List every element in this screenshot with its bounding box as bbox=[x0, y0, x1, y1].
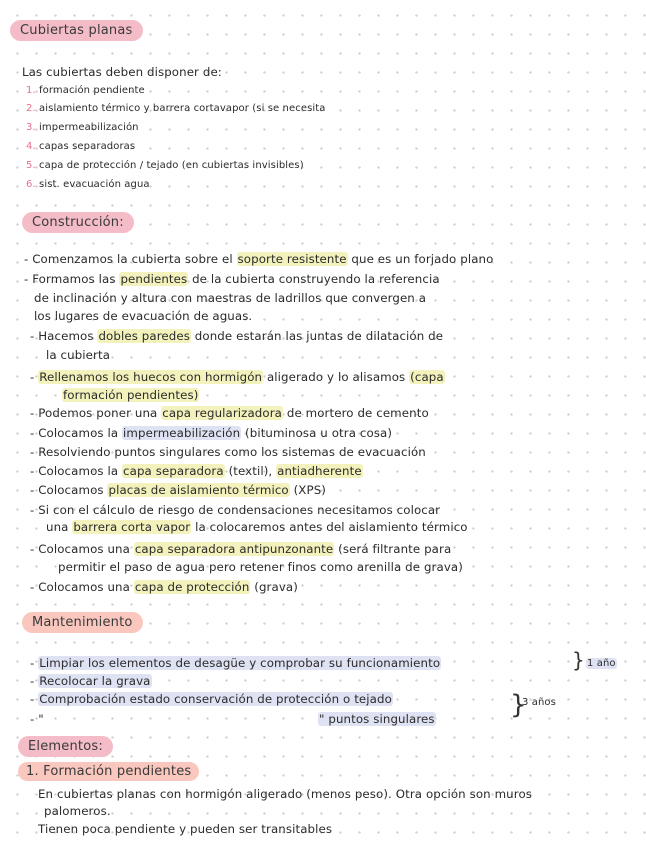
cubiertas-item-6: 6. sist. evacuación agua bbox=[26, 179, 150, 190]
section-title-cubiertas: Cubiertas planas bbox=[10, 20, 143, 41]
mantenimiento-line-4a: - " bbox=[30, 712, 44, 726]
cubiertas-item-5: 5. capa de protección / tejado (en cubiertas invisibles) bbox=[26, 160, 304, 171]
construccion-line-15: una barrera corta vapor la colocaremos antes del aislamiento térmico bbox=[46, 520, 468, 534]
section-title-elementos: Elementos: bbox=[18, 736, 113, 757]
construccion-line-8: formación pendientes) bbox=[63, 388, 199, 402]
mantenimiento-line-3: - Comprobación estado conservación de protección o tejado bbox=[30, 692, 392, 706]
construccion-line-10: - Colocamos la impermeabilización (bituminosa u otra cosa) bbox=[30, 426, 393, 440]
construccion-line-18: - Colocamos una capa de protección (grava) bbox=[30, 580, 298, 594]
construccion-line-2: - Formamos las pendientes de la cubierta construyendo la referencia bbox=[24, 272, 440, 286]
construccion-line-12: - Colocamos la capa separadora (textil), antiadherente bbox=[30, 464, 362, 478]
construccion-line-11: - Resolviendo puntos singulares como los sistemas de evacuación bbox=[30, 445, 426, 459]
construccion-line-16: - Colocamos una capa separadora antipunzonante (será filtrante para bbox=[30, 542, 452, 556]
cubiertas-item-2: 2. aislamiento térmico y barrera cortavapor (si se necesita bbox=[26, 103, 326, 114]
construccion-line-6: la cubierta bbox=[46, 348, 111, 362]
frequency-3-years: 3 años bbox=[522, 697, 556, 708]
cubiertas-item-4: 4. capas separadoras bbox=[26, 141, 136, 152]
construccion-line-1: - Comenzamos la cubierta sobre el soporte resistente que es un forjado plano bbox=[24, 252, 494, 266]
mantenimiento-line-4b: " puntos singulares bbox=[319, 712, 435, 726]
elementos-line-2: palomeros. bbox=[44, 804, 111, 818]
subsection-formacion-pendientes: 1. Formación pendientes bbox=[18, 762, 199, 781]
elementos-line-3: Tienen poca pendiente y pueden ser transitables bbox=[38, 822, 333, 836]
section-title-construccion: Construcción: bbox=[22, 212, 134, 233]
construccion-line-7: - Rellenamos los huecos con hormigón aligerado y lo alisamos (capa bbox=[30, 370, 444, 384]
construccion-line-13: - Colocamos placas de aislamiento térmico (XPS) bbox=[30, 483, 326, 497]
mantenimiento-line-1: - Limpiar los elementos de desagüe y comprobar su funcionamiento bbox=[30, 656, 441, 670]
elementos-line-1: En cubiertas planas con hormigón aligerado (menos peso). Otra opción son muros bbox=[38, 787, 533, 801]
construccion-line-3: de inclinación y altura con maestras de ladrillos que convergen a bbox=[34, 291, 427, 305]
construccion-line-14: - Si con el cálculo de riesgo de condensaciones necesitamos colocar bbox=[30, 503, 441, 517]
construccion-line-9: - Podemos poner una capa regularizadora de mortero de cemento bbox=[30, 406, 429, 420]
construccion-line-5: - Hacemos dobles paredes donde estarán las juntas de dilatación de bbox=[30, 329, 444, 343]
mantenimiento-line-2: - Recolocar la grava bbox=[30, 674, 151, 688]
brace-2: } bbox=[510, 690, 527, 720]
section-title-mantenimiento: Mantenimiento bbox=[22, 612, 143, 633]
construccion-line-4: los lugares de evacuación de aguas. bbox=[34, 309, 253, 323]
cubiertas-item-1: 1. formación pendiente bbox=[26, 85, 145, 96]
frequency-1-year: 1 año bbox=[587, 658, 616, 669]
cubiertas-intro: Las cubiertas deben disponer de: bbox=[22, 65, 222, 79]
construccion-line-17: permitir el paso de agua pero retener finos como arenilla de grava) bbox=[58, 560, 463, 574]
cubiertas-item-3: 3. impermeabilización bbox=[26, 122, 139, 133]
brace-1: } bbox=[572, 648, 585, 672]
